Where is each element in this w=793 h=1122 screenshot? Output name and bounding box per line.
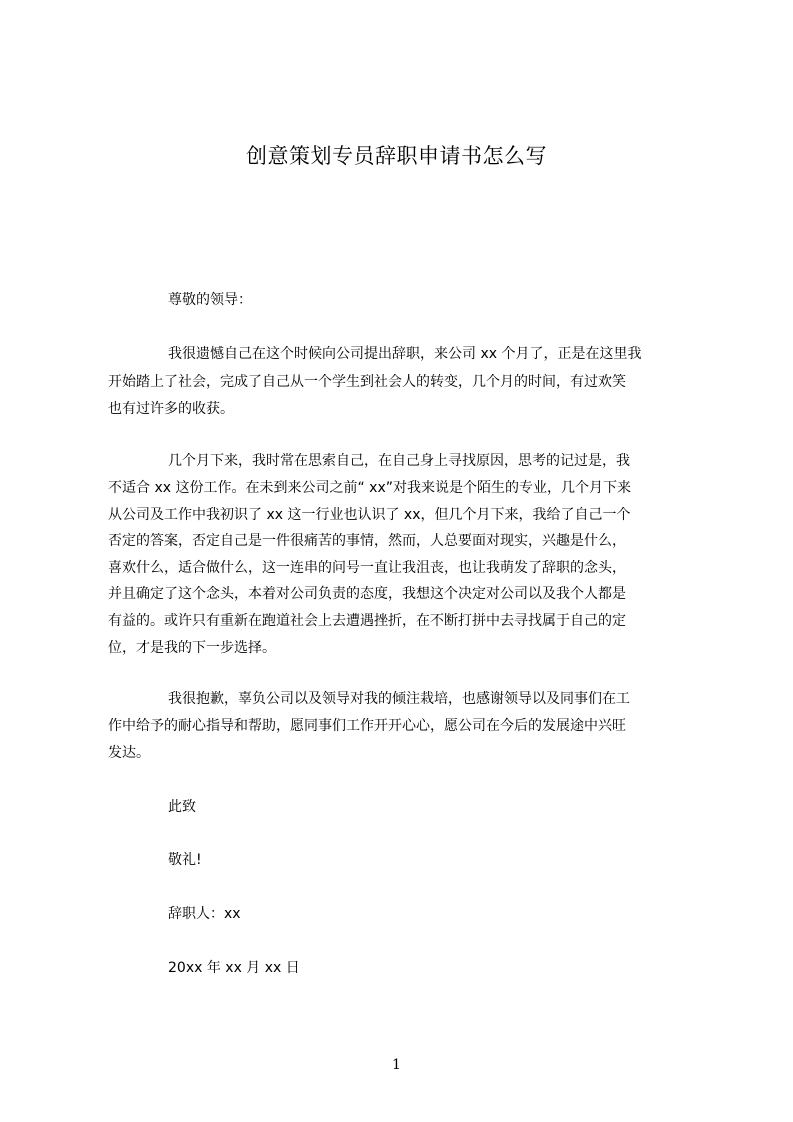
paragraph-2-line-3: 从公司及工作中我初识了 xx 这一行业也认识了 xx，但几个月下来，我给了自己一个 bbox=[108, 507, 631, 523]
signature: 辞职人：xx bbox=[168, 906, 241, 922]
paragraph-1-line-2: 开始踏上了社会，完成了自己从一个学生到社会人的转变，几个月的时间，有过欢笑 bbox=[108, 374, 626, 390]
paragraph-2-line-1: 几个月下来，我时常在思索自己，在自己身上寻找原因，思考的记过是，我 bbox=[168, 453, 630, 469]
closing-line-2: 敬礼! bbox=[168, 852, 202, 868]
paragraph-2-line-6: 并且确定了这个念头，本着对公司负责的态度，我想这个决定对公司以及我个人都是 bbox=[108, 586, 626, 602]
paragraph-2-line-7: 有益的。或许只有重新在跑道社会上去遭遇挫折，在不断打拼中去寻找属于自己的定 bbox=[108, 613, 626, 629]
paragraph-3-line-1: 我很抱歉，辜负公司以及领导对我的倾注栽培，也感谢领导以及同事们在工 bbox=[168, 691, 630, 707]
paragraph-2-line-4: 否定的答案，否定自己是一件很痛苦的事情，然而，人总要面对现实，兴趣是什么， bbox=[108, 533, 626, 549]
paragraph-2-line-8: 位，才是我的下一步选择。 bbox=[108, 640, 276, 656]
salutation: 尊敬的领导： bbox=[168, 292, 252, 308]
paragraph-1-line-1: 我很遗憾自己在这个时候向公司提出辞职，来公司 xx 个月了，正是在这里我 bbox=[168, 346, 642, 362]
paragraph-2-line-2: 不适合 xx 这份工作。在未到来公司之前“ xx”对我来说是个陌生的专业，几个月下来 bbox=[108, 480, 631, 496]
paragraph-3-line-2: 作中给予的耐心指导和帮助，愿同事们工作开开心心，愿公司在今后的发展途中兴旺 bbox=[108, 718, 626, 734]
paragraph-1-line-3: 也有过许多的收获。 bbox=[108, 401, 234, 417]
document-title: 创意策划专员辞职申请书怎么写 bbox=[246, 144, 547, 168]
paragraph-3-line-3: 发达。 bbox=[108, 745, 150, 761]
closing-line-1: 此致 bbox=[168, 799, 196, 815]
page-number: 1 bbox=[392, 1057, 401, 1073]
paragraph-2-line-5: 喜欢什么，适合做什么，这一连串的问号一直让我沮丧，也让我萌发了辞职的念头， bbox=[108, 560, 626, 576]
date: 20xx 年 xx 月 xx 日 bbox=[168, 960, 300, 976]
